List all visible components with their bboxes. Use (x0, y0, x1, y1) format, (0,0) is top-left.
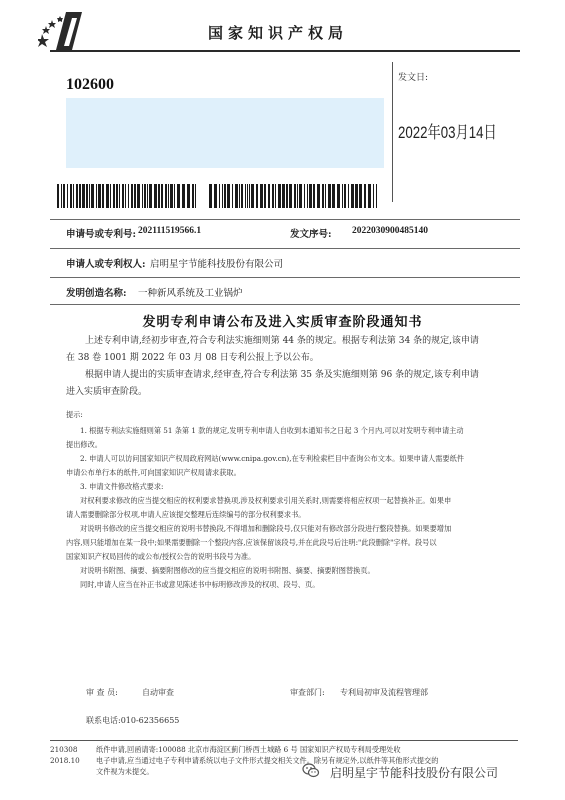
tip-line: 对说明书修改的应当提交相应的说明书替换段,不得增加和删除段号,仅只能对有修改部分段进行整段替换。如果要增加 (80, 524, 452, 533)
watermark-text: 启明星宇节能科技股份有限公司 (330, 766, 499, 780)
tip-line: 提出修改。 (66, 440, 102, 449)
address-redaction (66, 98, 384, 168)
tips-list (66, 424, 526, 592)
barcode-left (57, 184, 199, 212)
footer-divider (50, 740, 518, 741)
invention-title-label: 发明创造名称: (66, 288, 127, 299)
body-paragraph: 进入实质审查阶段。 (66, 387, 148, 397)
applicant-name: 启明星宇节能科技股份有限公司 (150, 259, 284, 270)
tip-line: 内容,则只能增加在某一段中;如果需要删除一个整段内容,应该保留该段号,并在此段号后注明:"此段删除"字样。段号以 (66, 538, 437, 547)
examiner-label: 审 查 员: (86, 688, 118, 697)
notice-title: 发明专利申请公布及进入实质审查阶段通知书 (142, 315, 423, 330)
footer-electronic-note: 电子申请,应当通过电子专利申请系统以电子文件形式提交相关文件。除另有规定外,以纸件等其他形式提交的 (96, 756, 439, 765)
cnipa-emblem-icon (38, 6, 88, 52)
tips-heading: 提示: (66, 410, 83, 419)
serial-number: 2022030900485140 (352, 226, 428, 236)
tip-line: 1. 根据专利法实施细则第 51 条第 1 款的规定,发明专利申请人自收到本通知书之日起 3 个月内,可以对发明专利申请主动 (80, 426, 464, 435)
footer-electronic-note-cont: 文件视为未提交。 (96, 767, 154, 776)
contact-phone: 联系电话:010-62356655 (86, 716, 180, 725)
divider (50, 219, 520, 220)
issue-date-stamp: 2022年03月14日 (398, 123, 497, 142)
issue-date-label: 发文日: (398, 73, 429, 83)
form-code: 210308 (50, 745, 78, 754)
examiner-value: 自动审查 (142, 688, 174, 697)
department-value: 专利局初审及流程管理部 (340, 688, 428, 697)
invention-title: 一种新风系统及工业锅炉 (138, 288, 243, 299)
tip-line: 对权利要求修改的应当提交相应的权利要求替换项,涉及权利要求引用关系时,则需要将相应权项一起替换补正。如果申 (80, 496, 452, 505)
divider (50, 248, 520, 249)
postal-code: 102600 (66, 76, 114, 93)
wechat-icon (302, 762, 320, 780)
tip-line: 国家知识产权局回传的或公布/授权公告的说明书段号为准。 (66, 552, 256, 561)
divider (50, 277, 520, 278)
date-box-border (392, 62, 393, 202)
body-paragraph: 在 38 卷 1001 期 2022 年 03 月 08 日专利公报上予以公布。 (66, 353, 319, 363)
application-number: 202111519566.1 (138, 226, 202, 236)
body-paragraph: 根据申请人提出的实质审查请求,经审查,符合专利法第 35 条及实施细则第 96 条的规定,该专利申请 (85, 370, 479, 380)
header-divider (50, 50, 520, 52)
department-label: 审查部门: (290, 688, 325, 697)
tip-line: 2. 申请人可以访问国家知识产权局政府网站(www.cnipa.gov.cn),在专利检索栏目中查询公布文本。如果申请人需要纸件 (80, 454, 464, 463)
body-paragraph: 上述专利申请,经初步审查,符合专利法实施细则第 44 条的规定。根据专利法第 34 条的规定,该申请 (85, 336, 479, 346)
office-name: 国家知识产权局 (208, 24, 349, 42)
barcode-right (209, 184, 381, 212)
footer-mail-note: 纸件申请,回函请寄:100088 北京市海淀区蓟门桥西土城路 6 号 国家知识产权局专利局受理处收 (96, 745, 401, 754)
tip-line: 对说明书附图、摘要、摘要附图修改的应当提交相应的说明书附图、摘要、摘要附图替换页。 (80, 566, 375, 575)
form-version: 2018.10 (50, 756, 80, 765)
divider (50, 304, 520, 305)
tip-line: 申请公布单行本的纸件,可向国家知识产权局请求获取。 (66, 468, 241, 477)
tip-line: 同时,申请人应当在补正书或意见陈述书中标明修改涉及的权项、段号、页。 (80, 580, 320, 589)
serial-number-label: 发文序号: (290, 229, 332, 240)
application-number-label: 申请号或专利号: (66, 229, 137, 240)
tip-line: 3. 申请文件修改格式要求: (80, 482, 164, 491)
tip-line: 请人需要删除部分权项,申请人应该提交整理后连续编号的部分权利要求书。 (66, 510, 306, 519)
applicant-label: 申请人或专利权人: (66, 259, 146, 270)
